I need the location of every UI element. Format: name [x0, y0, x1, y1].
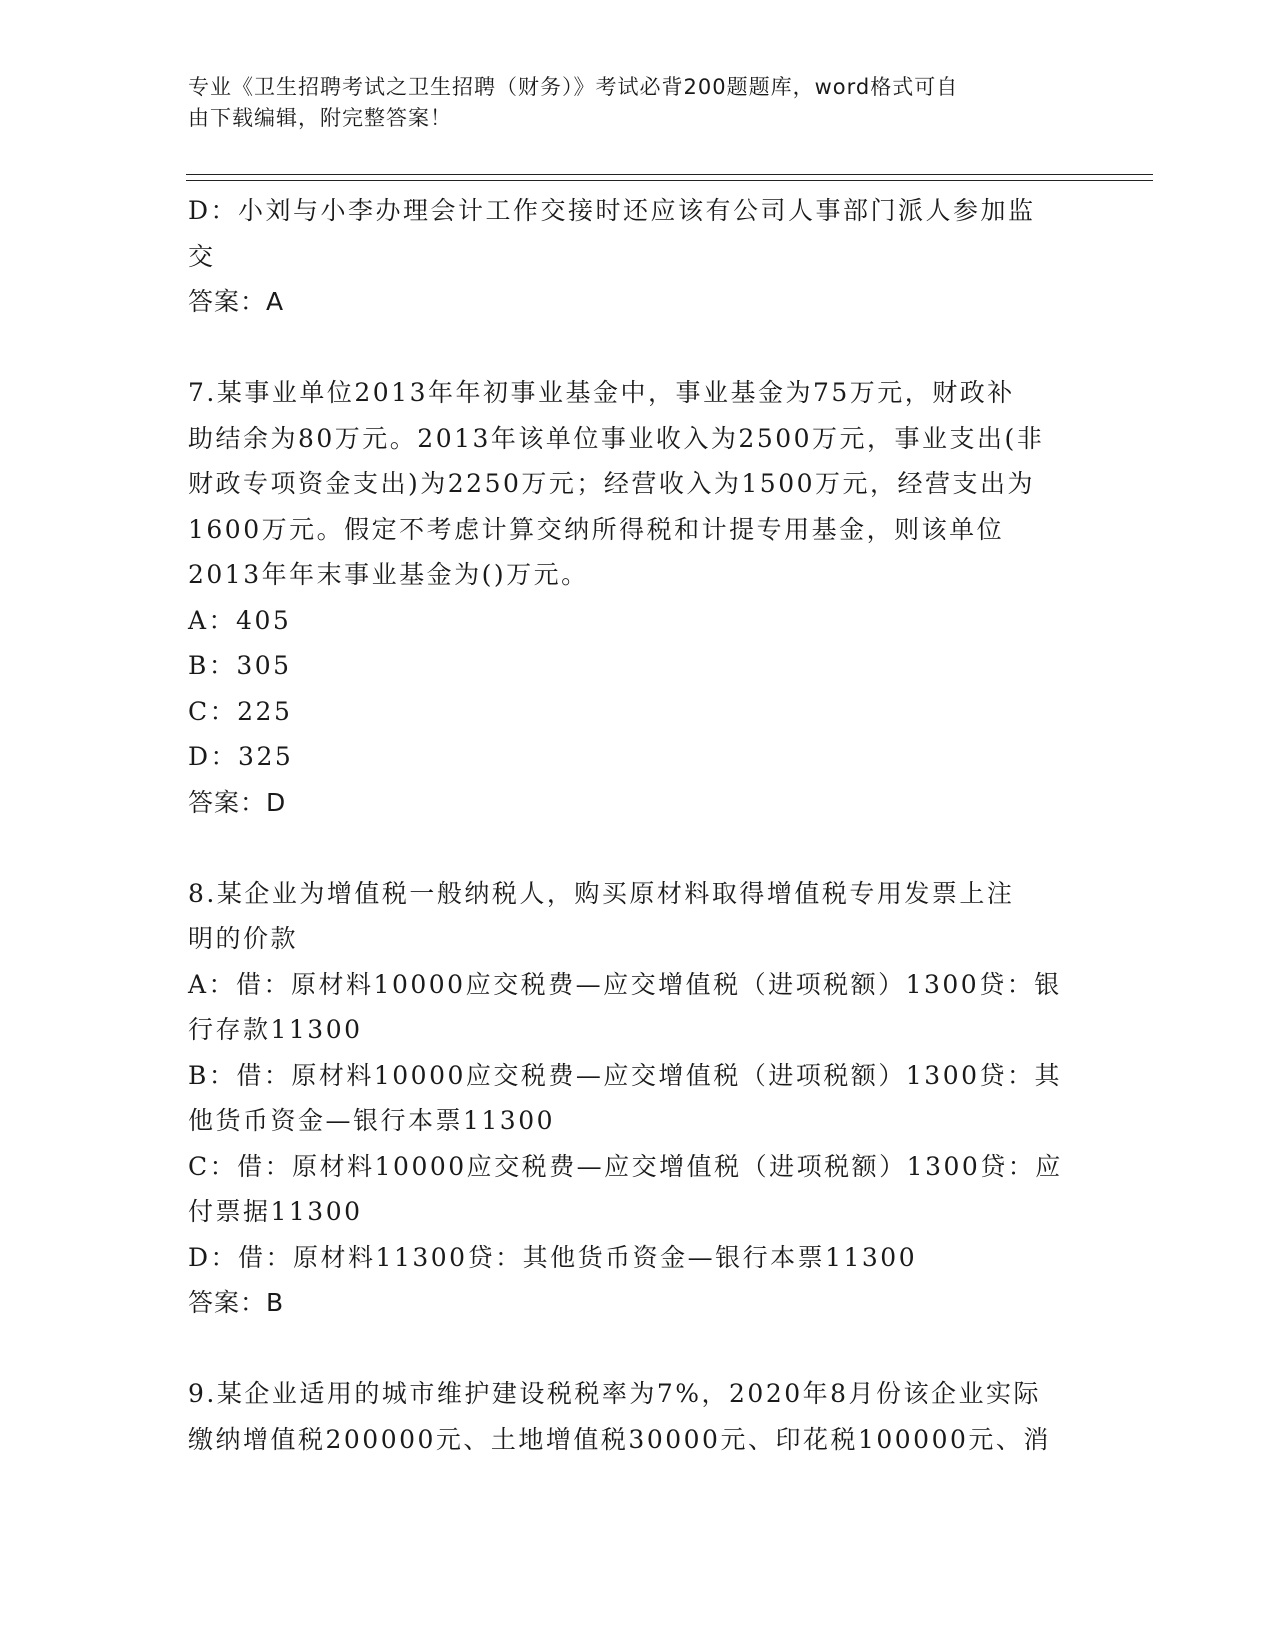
document-body	[188, 188, 1088, 1462]
document-header	[188, 72, 1068, 134]
option-b: B：借：原材料10000应交税费—应交增值税（进项税额）1300贷：其	[188, 1060, 1063, 1090]
question-text-line: 1600万元。假定不考虑计算交纳所得税和计提专用基金，则该单位	[188, 514, 1005, 544]
question-text-line: 7.某事业单位2013年年初事业基金中，事业基金为75万元，财政补	[188, 378, 1015, 407]
option-d-continued: 交	[188, 241, 216, 271]
option-c: C：借：原材料10000应交税费—应交增值税（进项税额）1300贷：应	[188, 1151, 1063, 1181]
question-text-line: 2013年年末事业基金为()万元。	[188, 560, 589, 589]
option-b-continued: 他货币资金—银行本票11300	[188, 1106, 556, 1135]
option-a: A：借：原材料10000应交税费—应交增值税（进项税额）1300贷：银	[188, 969, 1062, 999]
question-8	[188, 871, 1088, 1326]
header-rule-top	[186, 174, 1153, 175]
question-text-line: 缴纳增值税200000元、土地增值税30000元、印花税100000元、消	[188, 1424, 1051, 1454]
question-text-line: 财政专项资金支出)为2250万元；经营收入为1500万元，经营支出为	[188, 469, 1036, 498]
question-text-line: 8.某企业为增值税一般纳税人，购买原材料取得增值税专用发票上注	[188, 878, 1015, 908]
option-d: D：325	[188, 742, 294, 771]
option-d: D：借：原材料11300贷：其他货币资金—银行本票11300	[188, 1242, 918, 1272]
question-text-line: 明的价款	[188, 924, 299, 953]
option-b: B：305	[188, 651, 292, 680]
option-c-continued: 付票据11300	[188, 1197, 363, 1226]
option-c: C：225	[188, 696, 293, 726]
answer-line: 答案：D	[188, 787, 287, 817]
answer-line: 答案：A	[188, 287, 285, 316]
header-rule-bottom	[186, 180, 1153, 181]
answer-line: 答案：B	[188, 1288, 285, 1317]
question-text-line: 助结余为80万元。2013年该单位事业收入为2500万元，事业支出(非	[188, 423, 1045, 453]
header-line-2: 由下载编辑，附完整答案！	[188, 106, 452, 130]
previous-question-tail	[188, 188, 1088, 325]
option-a-continued: 行存款11300	[188, 1015, 363, 1044]
option-d: D：小刘与小李办理会计工作交接时还应该有公司人事部门派人参加监	[188, 196, 1036, 225]
header-line-1: 专业《卫生招聘考试之卫生招聘（财务）》考试必背200题题库，word格式可自	[188, 75, 959, 99]
question-text-line: 9.某企业适用的城市维护建设税税率为7%，2020年8月份该企业实际	[188, 1379, 1042, 1408]
question-9	[188, 1371, 1088, 1462]
question-7	[188, 370, 1088, 825]
option-a: A：405	[188, 605, 292, 635]
